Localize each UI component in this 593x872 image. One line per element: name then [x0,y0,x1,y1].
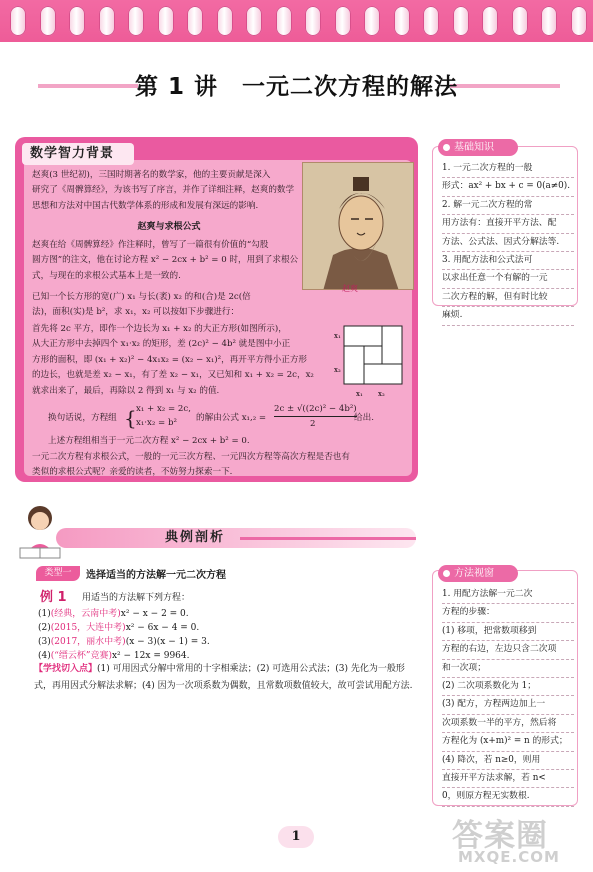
binder-ring-icon [453,6,469,36]
sidebar-line: 二次方程的解，但有时比较 [442,289,574,307]
binder-ring-icon [364,6,380,36]
body-line: 法)，面积(实)是 b²，求 x₁，x₂ 可以按如下步骤进行： [32,307,240,318]
formula-intro: 换句话说，方程组 [48,413,117,423]
methods-header [438,565,518,582]
intro-line: 赵爽(3 世纪初)，三国时期著名的数学家，他的主要贡献是深入 [32,170,271,180]
body-line: 圆方图”的注文，他在讨论方程 x² − 2cx + b² = 0 时，用到了求根公 [32,255,299,266]
zhao-shuang-portrait [302,162,414,290]
problem-equation: x² − 6x − 4 = 0. [125,623,200,633]
diag-label-x2-bottom: x₂ [378,390,385,398]
sidebar-line: 用方法有：直接开平方法、配 [442,215,574,233]
sidebar-line: 2. 解一元二次方程的常 [442,197,574,215]
problem-num: (1) [38,609,51,619]
background-subheading: 赵爽与求根公式 [137,222,201,232]
binder-ring-icon [571,6,587,36]
example-label: 例 1 [40,590,67,605]
methods-title: 方法视窗 [454,568,494,579]
sidebar-line: 形式：ax² + bx + c = 0(a≠0). [442,178,574,196]
sidebar-line: (4) 降次，若 n≥0，则用 [442,752,574,770]
approach-tip [34,661,418,695]
intro-line: 思想和方法对中国古代数学体系的形成和发展有深远的影响. [32,200,259,211]
basics-header [438,139,518,156]
problem-source: (2017，丽水中考) [50,637,126,647]
sidebar-line: (2) 二次项系数化为 1； [442,678,574,696]
methods-text [442,586,574,807]
body-line: 从大正方形中去掉四个 x₁·x₂ 的矩形，差 (2c)² − 4b² 就是图中小正 [32,339,291,350]
formula-denominator: 2 [310,419,316,429]
binder-ring-icon [512,6,528,36]
diag-label-x1-left: x₁ [334,332,341,340]
problem-2 [38,620,199,633]
diag-label-x1-bottom: x₁ [356,390,363,398]
problem-num: (3) [38,637,51,647]
body-line: 赵爽在给《周髀算经》作注释时，曾写了一篇很有价值的“勾股 [32,240,269,250]
binder-ring-icon [305,6,321,36]
portrait-caption: 赵爽 [342,284,358,293]
background-body-5 [32,450,412,481]
sidebar-line: 0，则原方程无实数根. [442,788,574,806]
tip-tag: 【学找切入点】 [34,664,98,674]
binder-ring-icon [394,6,410,36]
problem-1 [38,606,189,619]
type-tag: 类型一 [36,566,80,581]
body-line: 式，与现在的求根公式基本上是一致的. [32,270,181,281]
formula-system-2: x₁·x₂ = b² [136,418,177,428]
body-line: 首先将 2c 平方，即作一个边长为 x₁ + x₂ 的大正方形(如图所示)， [32,324,287,334]
binder-ring-icon [187,6,203,36]
formula-system-1: x₁ + x₂ = 2c, [136,404,191,414]
binder-ring-icon [10,6,26,36]
basics-text [442,160,574,326]
background-heading: 数学智力背景 [22,143,134,165]
portrait-illustration [303,163,414,290]
page-number: 1 [278,826,314,848]
body-line: 一元二次方程有求根公式，一般的一元三次方程、一元四次方程等高次方程是否也有 [32,452,350,462]
sidebar-line: 3. 用配方法和公式法可 [442,252,574,270]
binder-ring-icon [158,6,174,36]
section-title: 典例剖析 [164,530,225,545]
binder-ring-icon [541,6,557,36]
sidebar-line: 方程的步骤： [442,604,574,622]
background-body-2 [32,290,332,321]
binder-ring-icon [69,6,85,36]
binder-ring-icon [423,6,439,36]
diag-label-x2-left: x₂ [334,366,341,374]
background-body-1 [32,238,300,284]
brace-icon: { [124,406,137,430]
background-body-4: 上述方程组相当于一元二次方程 x² − 2cx + b² = 0. [48,436,250,446]
problem-equation: x² − x − 2 = 0. [120,609,189,619]
binder-ring-icon [246,6,262,36]
problem-num: (2) [38,623,51,633]
problem-source: (2015，大连中考) [50,623,126,633]
section-bar-line [240,537,416,540]
body-line: 方形的面积，即 (x₁ + x₂)² − 4x₁x₂ = (x₂ − x₁)²，再开平方得小正方形 [32,354,308,365]
binder-ring-icon [276,6,292,36]
root-formula [48,404,378,434]
watermark-url: MXQE.COM [458,848,560,866]
background-body-3 [32,322,332,399]
example-intro: 用适当的方法解下列方程： [82,593,191,603]
sidebar-line: 1. 一元二次方程的一般 [442,160,574,178]
problem-source: (经典，云南中考) [50,609,121,619]
body-line: 的边长，也就是差 x₂ − x₁，有了差 x₂ − x₁，又已知和 x₁ + x₂ = 2c，x₂ [32,370,314,381]
basics-title: 基础知识 [454,142,494,153]
problem-4 [38,648,190,661]
body-line: 类似的求根公式呢？亲爱的读者，不妨努力探索一下. [32,467,233,478]
sidebar-line: 和一次项； [442,660,574,678]
binder-ring-icon [99,6,115,36]
page-title: 第 1 讲 一元二次方程的解法 [134,74,459,100]
intro-line: 研究了《周髀算经》，为该书写了序言，并作了详细注释，赵爽的数学 [32,185,295,196]
title-area [0,60,593,112]
bullet-icon [443,144,450,151]
sidebar-line: 次项系数一半的平方，然后将 [442,715,574,733]
binder-rings [0,0,593,42]
sidebar-line: (3) 配方，方程两边加上一 [442,696,574,714]
problem-3 [38,634,210,647]
binder-ring-icon [335,6,351,36]
square-diagram [334,324,406,402]
binder-ring-icon [40,6,56,36]
background-intro [32,168,300,214]
problem-equation: (x − 3)(x − 1) = 3. [125,637,210,647]
sidebar-line: 直接开平方法求解，若 n< [442,770,574,788]
sidebar-line: 麻烦. [442,307,574,325]
sidebar-line: 以求出任意一个有解的一元 [442,270,574,288]
binder-ring-icon [482,6,498,36]
problem-source: (“缙云杯”竞赛) [50,651,112,661]
body-line: 已知一个长方形的宽(广) x₁ 与长(袤) x₂ 的和(合)是 2c(倍 [32,292,251,302]
problem-num: (4) [38,651,51,661]
formula-numerator: 2c ± √((2c)² − 4b²) [274,402,357,417]
body-line: 就求出来了，最后，再除以 2 得到 x₁ 与 x₂ 的值. [32,385,220,396]
watermark-logo [452,810,582,866]
formula-end: 给出. [354,413,374,423]
watermark-text: 答案圈 [452,818,548,854]
sidebar-line: 1. 用配方法解一元二次 [442,586,574,604]
binder-ring-icon [217,6,233,36]
bullet-icon [443,570,450,577]
sidebar-line: 方程化为 (x+m)² = n 的形式； [442,733,574,751]
sidebar-line: 方法、公式法、因式分解法等. [442,234,574,252]
formula-mid: 的解由公式 x₁,₂ = [196,413,267,423]
problem-equation: x² − 12x = 9964. [111,651,190,661]
sidebar-line: (1) 移项，把常数项移到 [442,623,574,641]
binder-ring-icon [128,6,144,36]
tip-text: (1) 可用因式分解中常用的十字相乘法；(2) 可选用公式法；(3) 先化为一般形式，再用因式分解法求解；(4) 因为一次项系数为偶数，且常数项数值较大，故可尝试用配方法. [34,664,413,691]
type-title: 选择适当的方法解一元二次方程 [86,570,226,581]
sidebar-line: 方程的右边，左边只含二次项 [442,641,574,659]
